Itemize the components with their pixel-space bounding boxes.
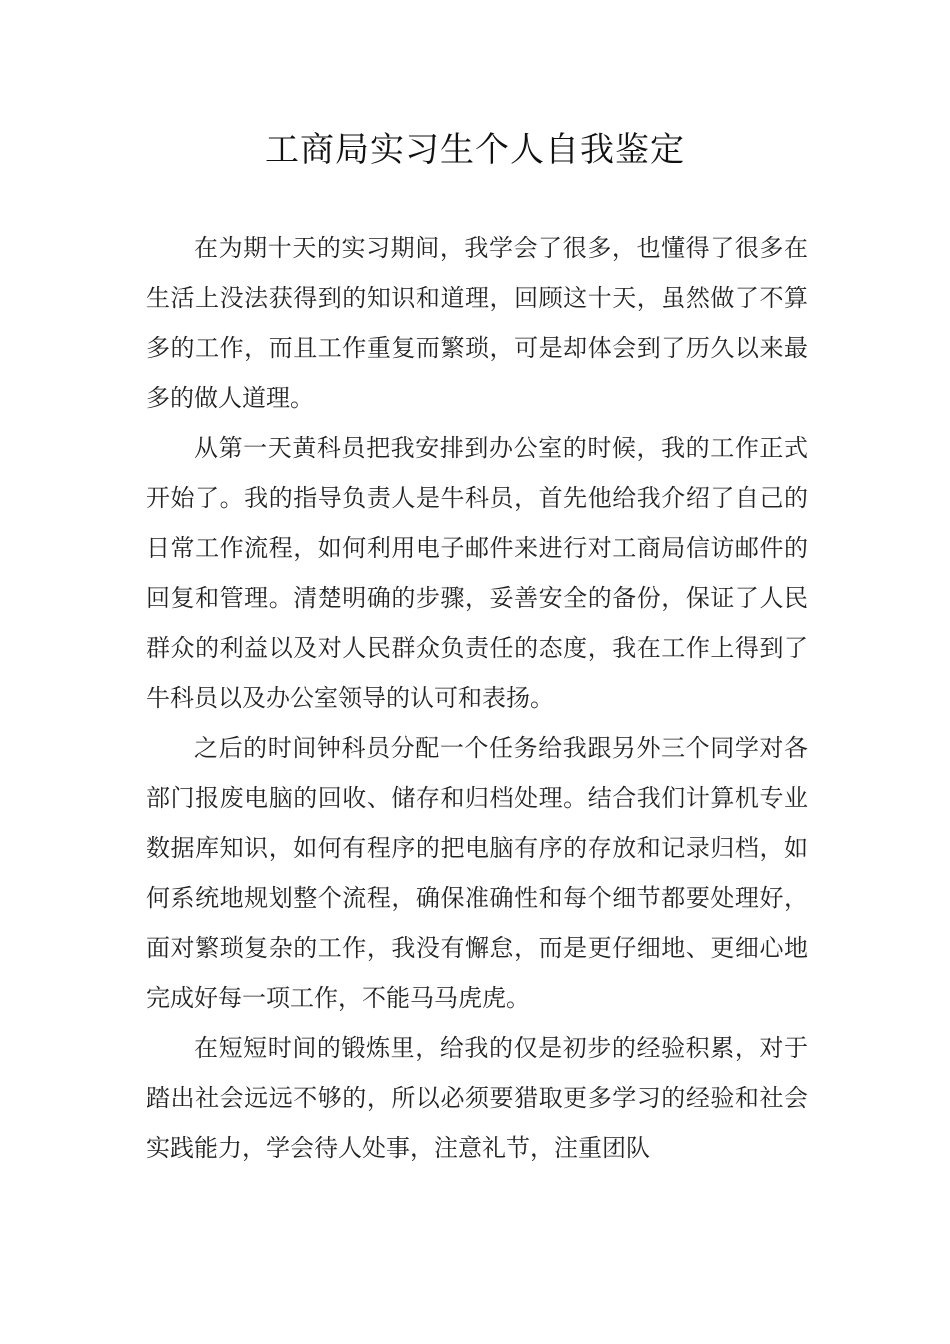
document-body <box>146 223 808 1173</box>
paragraph-3: 之后的时间钟科员分配一个任务给我跟另外三个同学对各部门报废电脑的回收、储存和归档处理。结合我们计算机专业数据库知识，如何有程序的把电脑有序的存放和记录归档，如何系统地规划整个流程，确保准确性和每个细节都要处理好，面对繁琐复杂的工作，我没有懈怠，而是更仔细地、更细心地完成好每一项工作，不能马马虎虎。 <box>146 734 808 1012</box>
paragraph-4: 在短短时间的锻炼里，给我的仅是初步的经验积累，对于踏出社会远远不够的，所以必须要猎取更多学习的经验和社会实践能力，学会待人处事，注意礼节，注重团队 <box>146 1034 808 1162</box>
paragraph-2: 从第一天黄科员把我安排到办公室的时候，我的工作正式开始了。我的指导负责人是牛科员，首先他给我介绍了自己的日常工作流程，如何利用电子邮件来进行对工商局信访邮件的回复和管理。清楚明确的步骤，妥善安全的备份，保证了人民群众的利益以及对人民群众负责任的态度，我在工作上得到了牛科员以及办公室领导的认可和表扬。 <box>146 434 808 712</box>
document-title: 工商局实习生个人自我鉴定 <box>265 130 685 170</box>
paragraph-1: 在为期十天的实习期间，我学会了很多，也懂得了很多在生活上没法获得到的知识和道理，回顾这十天，虽然做了不算多的工作，而且工作重复而繁琐，可是却体会到了历久以来最多的做人道理。 <box>146 234 808 412</box>
